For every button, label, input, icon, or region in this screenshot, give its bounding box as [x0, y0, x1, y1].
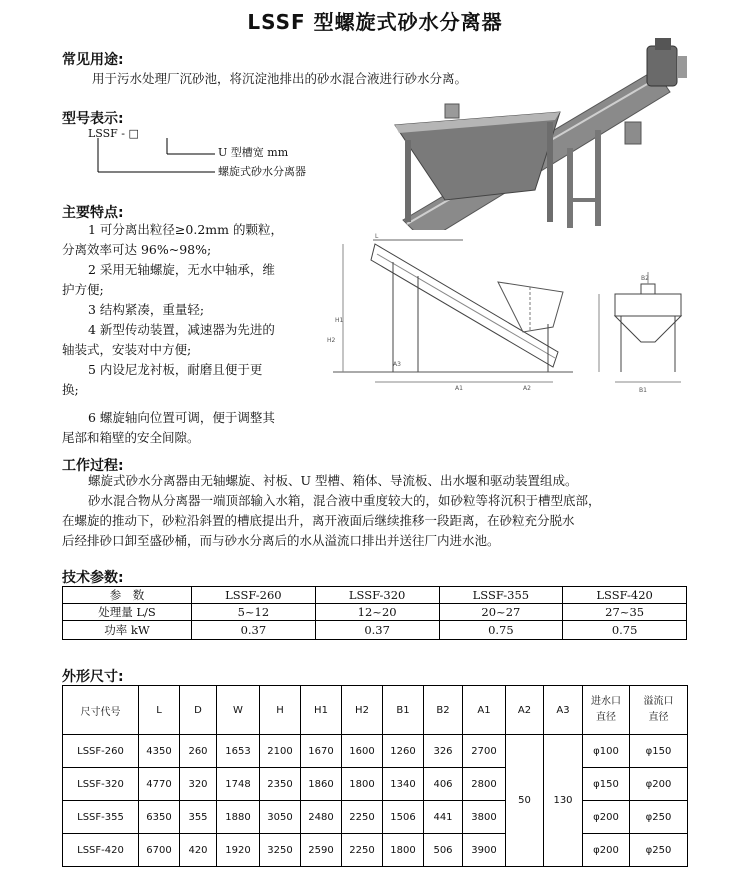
- table-cell: 1748: [217, 768, 260, 801]
- table-cell: 20~27: [439, 604, 563, 621]
- table-cell: LSSF-320: [63, 768, 139, 801]
- table-cell: 2250: [342, 834, 383, 867]
- table-cell: 1800: [342, 768, 383, 801]
- table-cell: 2700: [463, 735, 506, 768]
- tech-table: [62, 586, 687, 640]
- table-cell: 441: [424, 801, 463, 834]
- svg-text:B1: B1: [639, 387, 647, 394]
- table-cell: 260: [180, 735, 217, 768]
- dims-header-cell: D: [180, 686, 217, 735]
- dims-header-cell: 进水口 直径: [583, 686, 630, 735]
- table-cell: φ250: [630, 834, 688, 867]
- table-cell: 功率 kW: [63, 621, 192, 640]
- table-cell: 6700: [139, 834, 180, 867]
- table-cell: 406: [424, 768, 463, 801]
- process-line: 砂水混合物从分离器一端顶部输入水箱，混合液中重度较大的，如砂粒等将沉积于槽型底部，: [88, 493, 601, 508]
- dims-header-cell: 溢流口 直径: [630, 686, 688, 735]
- table-cell: 1506: [383, 801, 424, 834]
- page-title: LSSF 型螺旋式砂水分离器: [247, 10, 503, 34]
- dims-header-cell: A3: [544, 686, 583, 735]
- table-cell: 2350: [260, 768, 301, 801]
- svg-text:H2: H2: [327, 337, 336, 344]
- tech-heading: 技术参数:: [62, 570, 124, 586]
- svg-text:L: L: [375, 233, 379, 240]
- table-cell: 1800: [383, 834, 424, 867]
- table-cell: 3800: [463, 801, 506, 834]
- table-row: [63, 735, 688, 768]
- table-cell: 1653: [217, 735, 260, 768]
- table-cell: 0.75: [439, 621, 563, 640]
- table-cell: 1260: [383, 735, 424, 768]
- table-cell: 0.37: [315, 621, 439, 640]
- dims-header-cell: B1: [383, 686, 424, 735]
- dims-heading: 外形尺寸:: [62, 669, 124, 685]
- table-cell: 4350: [139, 735, 180, 768]
- table-row: [63, 768, 688, 801]
- features-list: [62, 220, 322, 448]
- table-cell: 326: [424, 735, 463, 768]
- table-cell: 2480: [301, 801, 342, 834]
- feature-line: 1 可分离出粒径≥0.2mm 的颗粒，: [88, 222, 283, 237]
- feature-line: 护方便;: [62, 282, 104, 297]
- dims-header-cell: B2: [424, 686, 463, 735]
- table-cell: 3250: [260, 834, 301, 867]
- model-heading: 型号表示:: [62, 111, 124, 127]
- dims-header-cell: H1: [301, 686, 342, 735]
- features-heading: 主要特点:: [62, 205, 124, 221]
- feature-line: 分离效率可达 96%~98%;: [62, 242, 212, 257]
- dims-table: [62, 685, 688, 867]
- table-cell: 2590: [301, 834, 342, 867]
- table-row: [63, 801, 688, 834]
- dims-header-cell: A2: [506, 686, 544, 735]
- table-cell: LSSF-420: [63, 834, 139, 867]
- table-cell: φ200: [630, 768, 688, 801]
- a3-merged-cell: 130: [544, 735, 583, 867]
- feature-line: 3 结构紧凑，重量轻;: [88, 302, 205, 317]
- table-cell: 0.37: [192, 621, 316, 640]
- end-view-drawing: [595, 272, 700, 402]
- table-cell: 4770: [139, 768, 180, 801]
- feature-line: 4 新型传动装置，减速器为先进的: [88, 322, 275, 337]
- table-cell: 1600: [342, 735, 383, 768]
- feature-line: 5 内设尼龙衬板，耐磨且便于更: [88, 362, 263, 377]
- model-code: LSSF - □: [88, 127, 139, 140]
- table-cell: LSSF-260: [63, 735, 139, 768]
- dims-header-row: [63, 686, 688, 735]
- table-cell: LSSF-355: [63, 801, 139, 834]
- dims-header-cell: H2: [342, 686, 383, 735]
- table-cell: 处理量 L/S: [63, 604, 192, 621]
- feature-line: 换;: [62, 382, 79, 397]
- table-cell: φ150: [583, 768, 630, 801]
- process-text: [62, 471, 742, 551]
- a2-merged-cell: 50: [506, 735, 544, 867]
- table-cell: φ250: [630, 801, 688, 834]
- tech-header-cell: LSSF-260: [192, 587, 316, 604]
- dims-header-cell: H: [260, 686, 301, 735]
- tech-header-row: [63, 587, 687, 604]
- table-cell: 6350: [139, 801, 180, 834]
- tech-header-cell: LSSF-320: [315, 587, 439, 604]
- table-cell: 1920: [217, 834, 260, 867]
- svg-text:A1: A1: [455, 385, 463, 392]
- usage-text: 用于污水处理厂沉砂池，将沉淀池排出的砂水混合液进行砂水分离。: [92, 71, 468, 86]
- svg-text:B2: B2: [641, 275, 649, 282]
- model-line-2: 螺旋式砂水分离器: [218, 165, 306, 178]
- table-row: [63, 604, 687, 621]
- table-cell: φ200: [583, 834, 630, 867]
- dims-header-cell: W: [217, 686, 260, 735]
- process-line: 螺旋式砂水分离器由无轴螺旋、衬板、U 型槽、箱体、导流板、出水堰和驱动装置组成。: [88, 473, 578, 488]
- process-line: 后经排砂口卸至盛砂桶，而与砂水分离后的水从溢流口排出并送往厂内进水池。: [62, 533, 500, 548]
- table-cell: 27~35: [563, 604, 687, 621]
- feature-line: 2 采用无轴螺旋，无水中轴承，维: [88, 262, 275, 277]
- svg-text:A3: A3: [393, 361, 401, 368]
- feature-line: 尾部和箱壁的安全间隙。: [62, 430, 200, 445]
- table-cell: 506: [424, 834, 463, 867]
- table-cell: 2250: [342, 801, 383, 834]
- usage-heading: 常见用途:: [62, 52, 124, 68]
- table-cell: 3900: [463, 834, 506, 867]
- table-row: [63, 621, 687, 640]
- separator-photo: [385, 30, 705, 230]
- tech-header-cell: LSSF-420: [563, 587, 687, 604]
- table-row: [63, 834, 688, 867]
- table-cell: φ150: [630, 735, 688, 768]
- tech-header-cell: LSSF-355: [439, 587, 563, 604]
- table-cell: 5~12: [192, 604, 316, 621]
- dims-header-cell: A1: [463, 686, 506, 735]
- table-cell: 3050: [260, 801, 301, 834]
- dims-header-cell: 尺寸代号: [63, 686, 139, 735]
- process-heading: 工作过程:: [62, 458, 124, 474]
- svg-text:A2: A2: [523, 385, 531, 392]
- table-cell: φ200: [583, 801, 630, 834]
- model-line-1: U 型槽宽 mm: [218, 146, 289, 159]
- table-cell: 1880: [217, 801, 260, 834]
- feature-line: 6 螺旋轴向位置可调，便于调整其: [88, 410, 275, 425]
- table-cell: 1860: [301, 768, 342, 801]
- table-cell: 1670: [301, 735, 342, 768]
- table-cell: 2100: [260, 735, 301, 768]
- table-cell: 12~20: [315, 604, 439, 621]
- tech-header-cell: 参 数: [63, 587, 192, 604]
- table-cell: 320: [180, 768, 217, 801]
- side-view-drawing: [313, 232, 583, 397]
- svg-text:H1: H1: [335, 317, 344, 324]
- feature-line: 轴装式，安装对中方便;: [62, 342, 192, 357]
- dims-header-cell: L: [139, 686, 180, 735]
- table-cell: 355: [180, 801, 217, 834]
- table-cell: 420: [180, 834, 217, 867]
- process-line: 在螺旋的推动下，砂粒沿斜置的槽底提出升，离开液面后继续推移一段距离，在砂粒充分脱水: [62, 513, 575, 528]
- table-cell: φ100: [583, 735, 630, 768]
- table-cell: 0.75: [563, 621, 687, 640]
- table-cell: 2800: [463, 768, 506, 801]
- table-cell: 1340: [383, 768, 424, 801]
